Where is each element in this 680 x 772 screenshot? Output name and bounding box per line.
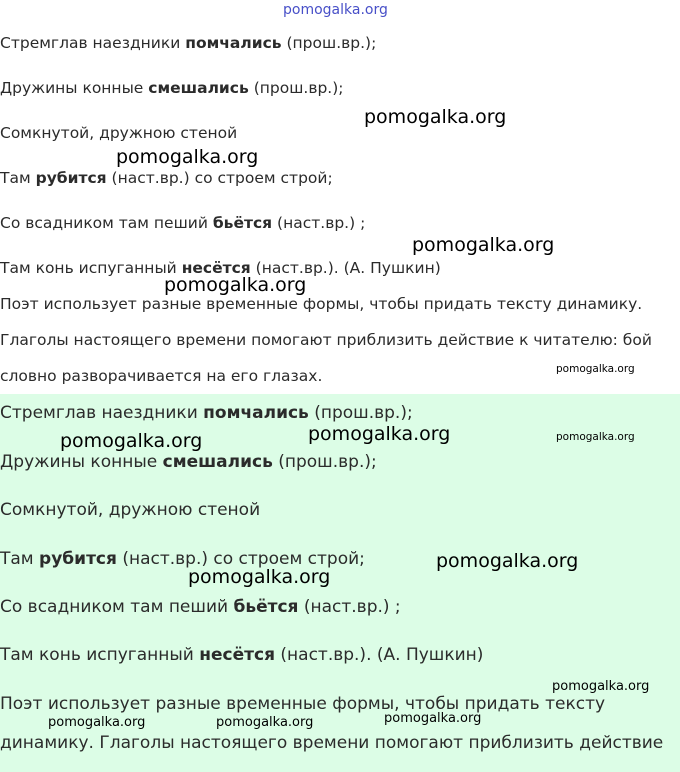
watermark: pomogalka.org bbox=[556, 363, 635, 375]
watermark: pomogalka.org bbox=[60, 430, 203, 452]
text-line: Стремглав наездники помчались (прош.вр.); bbox=[0, 34, 377, 52]
watermark: pomogalka.org bbox=[412, 234, 555, 256]
watermark: pomogalka.org bbox=[364, 106, 507, 128]
text-line: Со всадником там пеший бьётся (наст.вр.) ; bbox=[0, 597, 401, 617]
text-line: Поэт использует разные временные формы, чтобы придать тексту bbox=[0, 694, 606, 714]
text-line: Дружины конные смешались (прош.вр.); bbox=[0, 452, 377, 472]
watermark: pomogalka.org bbox=[436, 550, 579, 572]
watermark: pomogalka.org bbox=[384, 711, 482, 726]
text-line: Стремглав наездники помчались (прош.вр.); bbox=[0, 403, 413, 423]
text-line: Поэт использует разные временные формы, чтобы придать тексту динамику. bbox=[0, 295, 643, 313]
text-line: Там конь испуганный несётся (наст.вр.). (А. Пушкин) bbox=[0, 645, 484, 665]
watermark: pomogalka.org bbox=[116, 146, 259, 168]
text-line: Глаголы настоящего времени помогают приблизить действие к читателю: бой bbox=[0, 331, 652, 349]
text-line: Там конь испуганный несётся (наст.вр.). (А. Пушкин) bbox=[0, 259, 441, 277]
watermark: pomogalka.org bbox=[308, 423, 451, 445]
text-line: Сомкнутой, дружною стеной bbox=[0, 124, 238, 142]
watermark: pomogalka.org bbox=[164, 274, 307, 296]
watermark: pomogalka.org bbox=[188, 566, 331, 588]
text-line: Там рубится (наст.вр.) со строем строй; bbox=[0, 169, 333, 187]
text-line: Сомкнутой, дружною стеной bbox=[0, 500, 261, 520]
watermark: pomogalka.org bbox=[552, 679, 650, 694]
text-line: Там рубится (наст.вр.) со строем строй; bbox=[0, 549, 365, 569]
text-line: Дружины конные смешались (прош.вр.); bbox=[0, 79, 344, 97]
watermark: pomogalka.org bbox=[48, 715, 146, 730]
text-line: словно разворачивается на его глазах. bbox=[0, 367, 323, 385]
watermark: pomogalka.org bbox=[216, 715, 314, 730]
watermark: pomogalka.org bbox=[556, 431, 635, 443]
text-line: динамику. Глаголы настоящего времени помогают приблизить действие bbox=[0, 733, 664, 753]
watermark-top: pomogalka.org bbox=[283, 2, 388, 18]
text-line: Со всадником там пеший бьётся (наст.вр.) ; bbox=[0, 214, 366, 232]
